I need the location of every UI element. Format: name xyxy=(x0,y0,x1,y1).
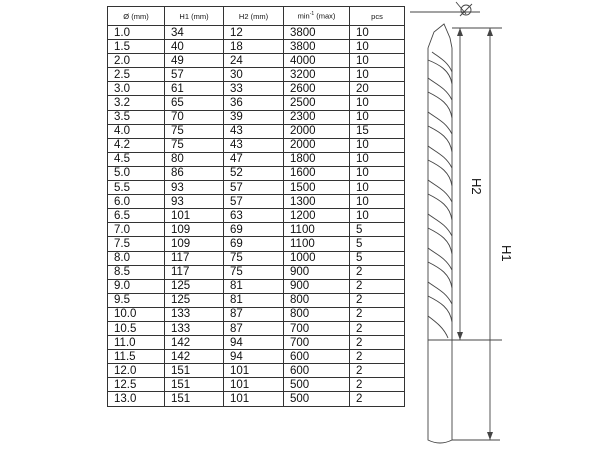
cell-max-rpm: 1000 xyxy=(284,251,350,265)
cell-diameter: 6.5 xyxy=(108,209,165,223)
drill-tip xyxy=(428,24,452,48)
cell-h1: 133 xyxy=(165,321,224,335)
cell-max-rpm: 500 xyxy=(284,392,350,406)
table-row xyxy=(108,96,405,110)
header-diameter: Ø (mm) xyxy=(108,7,165,26)
cell-pcs: 10 xyxy=(350,110,405,124)
cell-diameter: 11.5 xyxy=(108,350,165,364)
cell-max-rpm: 900 xyxy=(284,279,350,293)
cell-pcs: 10 xyxy=(350,209,405,223)
cell-diameter: 3.0 xyxy=(108,82,165,96)
cell-pcs: 10 xyxy=(350,195,405,209)
table-row xyxy=(108,110,405,124)
cell-max-rpm: 1100 xyxy=(284,223,350,237)
header-rpm-unit: min xyxy=(297,11,310,21)
cell-diameter: 5.5 xyxy=(108,181,165,195)
cell-h1: 93 xyxy=(165,195,224,209)
cell-pcs: 10 xyxy=(350,181,405,195)
cell-pcs: 10 xyxy=(350,166,405,180)
table-row xyxy=(108,237,405,251)
cell-diameter: 3.5 xyxy=(108,110,165,124)
cell-diameter: 1.0 xyxy=(108,26,165,40)
cell-h1: 151 xyxy=(165,364,224,378)
cell-h1: 93 xyxy=(165,181,224,195)
cell-h2: 24 xyxy=(224,54,284,68)
cell-h1: 65 xyxy=(165,96,224,110)
cell-pcs: 5 xyxy=(350,251,405,265)
table-row xyxy=(108,336,405,350)
cell-max-rpm: 2600 xyxy=(284,82,350,96)
cell-diameter: 3.2 xyxy=(108,96,165,110)
cell-h1: 75 xyxy=(165,138,224,152)
table-row xyxy=(108,152,405,166)
cell-diameter: 11.0 xyxy=(108,336,165,350)
table-row xyxy=(108,138,405,152)
cell-max-rpm: 2500 xyxy=(284,96,350,110)
cell-max-rpm: 800 xyxy=(284,307,350,321)
table-row xyxy=(108,251,405,265)
table-row xyxy=(108,223,405,237)
cell-pcs: 2 xyxy=(350,265,405,279)
cell-h1: 151 xyxy=(165,392,224,406)
table-row xyxy=(108,378,405,392)
cell-h2: 57 xyxy=(224,181,284,195)
h2-label: H2 xyxy=(469,178,484,195)
cell-pcs: 2 xyxy=(350,293,405,307)
h2-top-arrow-icon xyxy=(457,28,463,36)
table-row xyxy=(108,40,405,54)
drill-flute-edges xyxy=(428,52,452,338)
cell-diameter: 4.5 xyxy=(108,152,165,166)
cell-max-rpm: 2000 xyxy=(284,138,350,152)
cell-pcs: 2 xyxy=(350,378,405,392)
cell-h2: 47 xyxy=(224,152,284,166)
cell-diameter: 2.5 xyxy=(108,68,165,82)
cell-pcs: 10 xyxy=(350,96,405,110)
drill-flutes xyxy=(428,60,452,322)
cell-pcs: 10 xyxy=(350,54,405,68)
cell-diameter: 13.0 xyxy=(108,392,165,406)
cell-h1: 40 xyxy=(165,40,224,54)
cell-pcs: 10 xyxy=(350,40,405,54)
cell-h2: 43 xyxy=(224,124,284,138)
cell-h2: 63 xyxy=(224,209,284,223)
cell-h1: 80 xyxy=(165,152,224,166)
cell-h1: 75 xyxy=(165,124,224,138)
cell-pcs: 2 xyxy=(350,279,405,293)
cell-h1: 86 xyxy=(165,166,224,180)
cell-h1: 142 xyxy=(165,350,224,364)
cell-diameter: 6.0 xyxy=(108,195,165,209)
header-h1: H1 (mm) xyxy=(165,7,224,26)
cell-max-rpm: 3800 xyxy=(284,40,350,54)
cell-diameter: 12.5 xyxy=(108,378,165,392)
h2-bottom-arrow-icon xyxy=(457,332,463,340)
cell-diameter: 4.2 xyxy=(108,138,165,152)
table-row xyxy=(108,279,405,293)
cell-diameter: 5.0 xyxy=(108,166,165,180)
cell-max-rpm: 800 xyxy=(284,293,350,307)
cell-h2: 101 xyxy=(224,392,284,406)
cell-pcs: 2 xyxy=(350,321,405,335)
cell-h2: 12 xyxy=(224,26,284,40)
cell-max-rpm: 1300 xyxy=(284,195,350,209)
cell-max-rpm: 2000 xyxy=(284,124,350,138)
cell-h2: 43 xyxy=(224,138,284,152)
cell-h2: 75 xyxy=(224,251,284,265)
cell-pcs: 2 xyxy=(350,336,405,350)
cell-diameter: 10.0 xyxy=(108,307,165,321)
cell-pcs: 20 xyxy=(350,82,405,96)
table-row xyxy=(108,209,405,223)
cell-h2: 81 xyxy=(224,279,284,293)
drill-spec-table xyxy=(107,6,405,407)
cell-h1: 125 xyxy=(165,293,224,307)
diameter-symbol-slash xyxy=(460,4,472,16)
cell-h2: 18 xyxy=(224,40,284,54)
cell-pcs: 2 xyxy=(350,392,405,406)
cell-h2: 101 xyxy=(224,378,284,392)
table-row xyxy=(108,293,405,307)
header-rpm-exponent: -1 xyxy=(309,11,315,18)
cell-max-rpm: 2300 xyxy=(284,110,350,124)
cell-pcs: 10 xyxy=(350,152,405,166)
cell-h1: 101 xyxy=(165,209,224,223)
table-row xyxy=(108,350,405,364)
h1-bottom-arrow-icon xyxy=(487,432,493,440)
cell-h2: 69 xyxy=(224,223,284,237)
cell-diameter: 8.5 xyxy=(108,265,165,279)
cell-pcs: 2 xyxy=(350,350,405,364)
drill-bit-diagram xyxy=(390,0,600,450)
table-row xyxy=(108,181,405,195)
cell-max-rpm: 500 xyxy=(284,378,350,392)
cell-h2: 94 xyxy=(224,350,284,364)
cell-diameter: 12.0 xyxy=(108,364,165,378)
cell-pcs: 15 xyxy=(350,124,405,138)
cell-max-rpm: 600 xyxy=(284,350,350,364)
cell-max-rpm: 1200 xyxy=(284,209,350,223)
cell-diameter: 7.5 xyxy=(108,237,165,251)
cell-max-rpm: 3800 xyxy=(284,26,350,40)
cell-pcs: 10 xyxy=(350,26,405,40)
table-row xyxy=(108,26,405,40)
table-row xyxy=(108,392,405,406)
cell-h2: 81 xyxy=(224,293,284,307)
cell-max-rpm: 1100 xyxy=(284,237,350,251)
cell-h2: 87 xyxy=(224,307,284,321)
cell-h1: 57 xyxy=(165,68,224,82)
header-max-rpm xyxy=(284,7,350,26)
cell-h1: 109 xyxy=(165,223,224,237)
header-rpm-max: (max) xyxy=(314,11,336,21)
cell-diameter: 7.0 xyxy=(108,223,165,237)
cell-diameter: 8.0 xyxy=(108,251,165,265)
cell-pcs: 2 xyxy=(350,364,405,378)
cell-h2: 52 xyxy=(224,166,284,180)
cell-max-rpm: 1600 xyxy=(284,166,350,180)
cell-max-rpm: 900 xyxy=(284,265,350,279)
cell-diameter: 2.0 xyxy=(108,54,165,68)
cell-h2: 33 xyxy=(224,82,284,96)
cell-pcs: 2 xyxy=(350,307,405,321)
cell-h2: 94 xyxy=(224,336,284,350)
cell-h1: 151 xyxy=(165,378,224,392)
h1-label: H1 xyxy=(499,245,514,262)
cell-h1: 70 xyxy=(165,110,224,124)
cell-max-rpm: 600 xyxy=(284,364,350,378)
header-pcs: pcs xyxy=(350,7,405,26)
cell-h1: 133 xyxy=(165,307,224,321)
cell-h2: 39 xyxy=(224,110,284,124)
cell-h2: 75 xyxy=(224,265,284,279)
h1-top-arrow-icon xyxy=(487,28,493,36)
cell-diameter: 4.0 xyxy=(108,124,165,138)
table-row xyxy=(108,124,405,138)
cell-max-rpm: 1500 xyxy=(284,181,350,195)
cell-max-rpm: 1800 xyxy=(284,152,350,166)
cell-max-rpm: 4000 xyxy=(284,54,350,68)
table-row xyxy=(108,54,405,68)
table-row xyxy=(108,265,405,279)
cell-diameter: 9.0 xyxy=(108,279,165,293)
table-header-row xyxy=(108,7,405,26)
table-row xyxy=(108,364,405,378)
cell-h1: 109 xyxy=(165,237,224,251)
cell-h1: 34 xyxy=(165,26,224,40)
table-row xyxy=(108,307,405,321)
table-row xyxy=(108,166,405,180)
cell-h2: 87 xyxy=(224,321,284,335)
header-h2: H2 (mm) xyxy=(224,7,284,26)
cell-pcs: 10 xyxy=(350,138,405,152)
cell-h2: 57 xyxy=(224,195,284,209)
cell-h1: 49 xyxy=(165,54,224,68)
cell-h2: 101 xyxy=(224,364,284,378)
table-row xyxy=(108,195,405,209)
cell-h2: 36 xyxy=(224,96,284,110)
cell-h1: 142 xyxy=(165,336,224,350)
cell-h1: 117 xyxy=(165,251,224,265)
cell-pcs: 10 xyxy=(350,68,405,82)
cell-diameter: 1.5 xyxy=(108,40,165,54)
cell-h2: 69 xyxy=(224,237,284,251)
cell-h2: 30 xyxy=(224,68,284,82)
cell-pcs: 5 xyxy=(350,223,405,237)
cell-max-rpm: 700 xyxy=(284,336,350,350)
cell-h1: 117 xyxy=(165,265,224,279)
table-row xyxy=(108,82,405,96)
table-row xyxy=(108,321,405,335)
table-row xyxy=(108,68,405,82)
cell-diameter: 9.5 xyxy=(108,293,165,307)
cell-diameter: 10.5 xyxy=(108,321,165,335)
cell-pcs: 5 xyxy=(350,237,405,251)
cell-max-rpm: 3200 xyxy=(284,68,350,82)
cell-h1: 125 xyxy=(165,279,224,293)
cell-h1: 61 xyxy=(165,82,224,96)
cell-max-rpm: 700 xyxy=(284,321,350,335)
